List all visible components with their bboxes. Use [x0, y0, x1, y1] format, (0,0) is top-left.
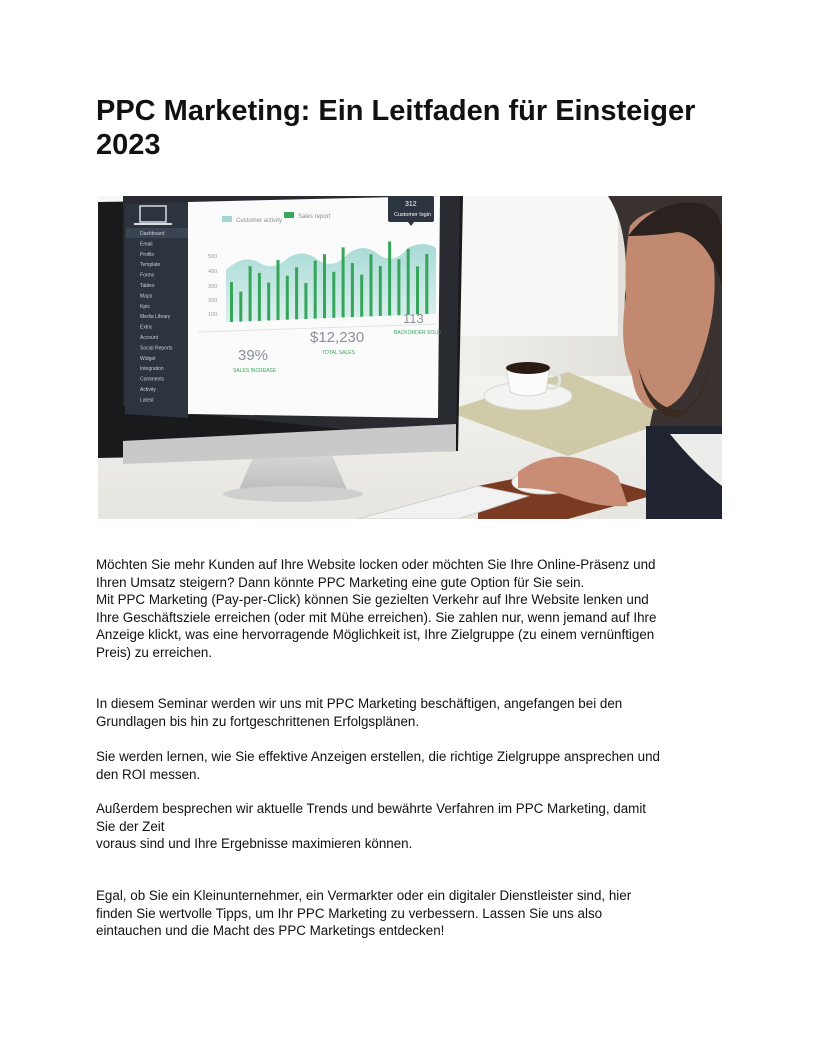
stat-sales-increase-value: 39% [238, 347, 269, 364]
dashboard-bar [267, 283, 270, 321]
y-tick: 400 [208, 269, 218, 275]
tooltip-label: Customer login [394, 212, 431, 218]
dashboard-bar [360, 275, 363, 317]
dashboard-bar [286, 276, 289, 320]
y-tick: 200 [208, 298, 218, 304]
text-line: In diesem Seminar werden wir uns mit PPC Marketing beschäftigen, angefangen bei den [96, 696, 623, 711]
dashboard-bar [370, 254, 373, 316]
text-line: Außerdem besprechen wir aktuelle Trends und bewährte Verfahren im PPC Marketing, damit [96, 801, 647, 816]
sidebar-item: Profile [140, 251, 155, 258]
sidebar-item: Integration [140, 366, 164, 373]
hero-photo-illustration [98, 196, 722, 519]
paragraph-closing [96, 887, 726, 940]
sidebar-item: Extra [140, 324, 152, 331]
sidebar-item: Template [140, 262, 161, 269]
text-line: Sie der Zeit [96, 818, 165, 834]
text-line: Anzeige klickt, was eine hervorragende Möglichkeit ist, Ihre Zielgruppe (zu einem vernünftigen [96, 627, 655, 642]
text-line: Preis) zu erreichen. [96, 644, 213, 660]
sidebar-item: Comments [140, 376, 165, 383]
text-line: voraus sind und Ihre Ergebnisse maximieren können. [96, 836, 413, 851]
dashboard-bar [314, 261, 317, 319]
sidebar-item: Latest [140, 397, 154, 404]
paragraph-learn [96, 748, 726, 783]
sidebar-item: Social Reports [140, 345, 173, 352]
hero-photo [98, 196, 722, 519]
dashboard-bar [397, 259, 400, 315]
sidebar-item: Email [140, 241, 153, 248]
dashboard-bar [425, 254, 428, 314]
legend-sales-report: Sales report [298, 214, 331, 220]
paragraph-seminar [96, 695, 726, 730]
document-title: PPC Marketing: Ein Leitfaden für Einsteiger 2023 [96, 95, 696, 161]
text-line: Ihre Geschäftsziele erreichen (oder mit Mühe erreichen). Sie zahlen nur, wenn jemand auf Ihre [96, 609, 657, 625]
sidebar-item: Tables [140, 283, 155, 289]
y-tick: 100 [208, 312, 218, 318]
dashboard-bar [295, 267, 298, 319]
text-line: Mit PPC Marketing (Pay-per-Click) können Sie gezielten Verkehr auf Ihre Website lenken und [96, 592, 649, 607]
paragraph-intro [96, 556, 726, 661]
sidebar-item: Forms [140, 272, 155, 279]
text-line: Ihren Umsatz steigern? Dann könnte PPC Marketing eine gute Option für Sie sein. [96, 574, 585, 590]
dashboard-bar [277, 260, 280, 320]
stat-sales-increase-label: SALES INCREASE [233, 368, 277, 374]
stat-total-sales-value: $12,230 [310, 329, 365, 346]
tooltip-value: 312 [405, 201, 417, 208]
dashboard-bar [230, 282, 233, 322]
sidebar-item: Widget [140, 355, 156, 362]
sidebar-item: Activity [140, 387, 156, 393]
text-line: Sie werden lernen, wie Sie effektive Anzeigen erstellen, die richtige Zielgruppe ansprechen und [96, 749, 660, 764]
legend-customer-activity: Customer activity [236, 218, 283, 224]
dashboard-bar [332, 272, 335, 318]
dashboard-bar [239, 292, 242, 322]
text-line: Möchten Sie mehr Kunden auf Ihre Website locken oder möchten Sie Ihre Online-Präsenz und [96, 557, 656, 572]
text-line: eintauchen und die Macht des PPC Marketings entdecken! [96, 923, 445, 938]
y-tick: 500 [208, 254, 218, 260]
text-line: finden Sie wertvolle Tipps, um Ihr PPC Marketing zu verbessern. Lassen Sie uns also [96, 905, 603, 921]
dashboard-bar [416, 266, 419, 314]
sidebar-item: Maps [140, 293, 153, 300]
dashboard-bar [407, 249, 410, 315]
dashboard-bar [304, 283, 307, 319]
text-line: Egal, ob Sie ein Kleinunternehmer, ein Vermarkter oder ein digitaler Dienstleister sind, hier [96, 888, 632, 903]
sidebar-item: Kpis [140, 303, 150, 310]
dashboard-bar [379, 266, 382, 316]
dashboard-bar [342, 247, 345, 317]
paragraph-trends [96, 800, 726, 853]
sidebar-item: Dashboard [140, 231, 165, 237]
dashboard-bar [351, 263, 354, 317]
text-line: Grundlagen bis hin zu fortgeschrittenen Erfolgsplänen. [96, 713, 420, 729]
sidebar-item: Account [140, 335, 159, 341]
stat-backorder-label: BACKORDER SOLD [394, 330, 441, 336]
stat-total-sales-label: TOTAL SALES [322, 350, 355, 356]
sidebar-item: Media Library [140, 314, 171, 321]
y-tick: 300 [208, 284, 218, 290]
stat-backorder-value: 113 [403, 311, 424, 326]
dashboard-bar [258, 273, 261, 321]
dashboard-bar [323, 254, 326, 318]
dashboard-bar [249, 266, 252, 321]
text-line: den ROI messen. [96, 766, 201, 782]
dashboard-bar [388, 242, 391, 316]
